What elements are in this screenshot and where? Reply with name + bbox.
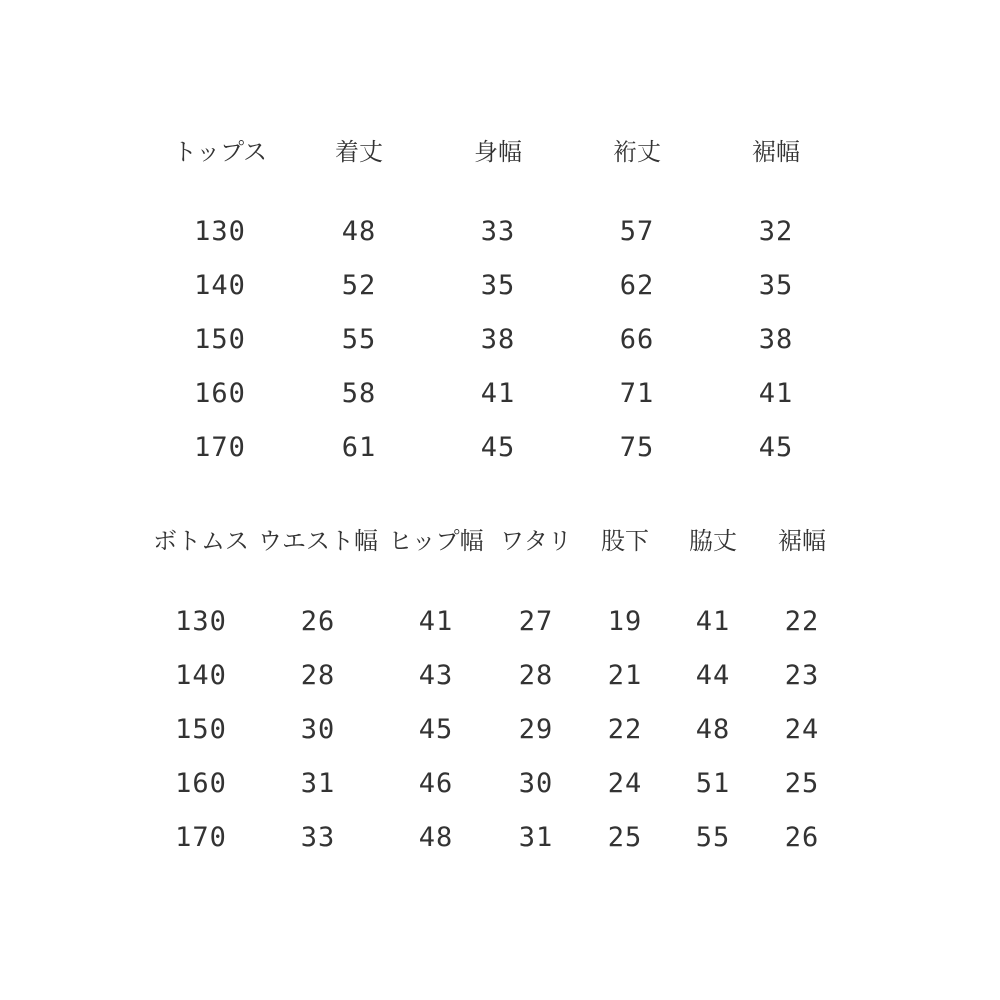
table-row — [0, 710, 1000, 750]
table-cell: 24 — [607, 768, 643, 799]
table-cell: 28 — [300, 660, 336, 691]
table-cell: 38 — [758, 324, 794, 355]
table-cell: 48 — [341, 216, 377, 247]
table-cell: 41 — [418, 606, 454, 637]
table-cell: 25 — [607, 822, 643, 853]
bottoms-header-waist: ウエスト幅 — [258, 527, 378, 555]
table-cell: 140 — [194, 270, 246, 301]
tops-header-size: トップス — [172, 138, 268, 166]
table-cell: 24 — [784, 714, 820, 745]
table-cell: 75 — [619, 432, 655, 463]
table-cell: 32 — [758, 216, 794, 247]
table-cell: 22 — [607, 714, 643, 745]
table-cell: 52 — [341, 270, 377, 301]
table-cell: 30 — [518, 768, 554, 799]
tops-header-hem: 裾幅 — [752, 138, 800, 166]
table-cell: 25 — [784, 768, 820, 799]
table-cell: 21 — [607, 660, 643, 691]
table-cell: 150 — [194, 324, 246, 355]
table-cell: 57 — [619, 216, 655, 247]
table-cell: 140 — [175, 660, 227, 691]
table-cell: 19 — [607, 606, 643, 637]
table-cell: 29 — [518, 714, 554, 745]
table-cell: 31 — [518, 822, 554, 853]
table-cell: 48 — [418, 822, 454, 853]
table-row — [0, 656, 1000, 696]
table-cell: 43 — [418, 660, 454, 691]
table-cell: 31 — [300, 768, 336, 799]
bottoms-header-row — [0, 521, 1000, 561]
table-cell: 58 — [341, 378, 377, 409]
table-cell: 45 — [418, 714, 454, 745]
table-cell: 48 — [695, 714, 731, 745]
tops-header-length: 着丈 — [335, 138, 383, 166]
table-cell: 55 — [695, 822, 731, 853]
table-cell: 130 — [175, 606, 227, 637]
table-cell: 55 — [341, 324, 377, 355]
table-cell: 46 — [418, 768, 454, 799]
bottoms-header-inseam: 股下 — [601, 527, 649, 555]
tops-header-width: 身幅 — [474, 138, 522, 166]
table-cell: 35 — [758, 270, 794, 301]
table-cell: 130 — [194, 216, 246, 247]
table-cell: 160 — [175, 768, 227, 799]
table-cell: 35 — [480, 270, 516, 301]
bottoms-header-outseam: 脇丈 — [689, 527, 737, 555]
table-cell: 62 — [619, 270, 655, 301]
table-row — [0, 428, 1000, 468]
table-cell: 61 — [341, 432, 377, 463]
table-cell: 28 — [518, 660, 554, 691]
table-cell: 27 — [518, 606, 554, 637]
table-row — [0, 602, 1000, 642]
bottoms-header-size: ボトムス — [153, 527, 249, 555]
table-cell: 30 — [300, 714, 336, 745]
table-cell: 160 — [194, 378, 246, 409]
bottoms-header-thigh: ワタリ — [500, 527, 572, 555]
table-cell: 44 — [695, 660, 731, 691]
table-row — [0, 374, 1000, 414]
table-cell: 150 — [175, 714, 227, 745]
table-cell: 26 — [784, 822, 820, 853]
table-cell: 38 — [480, 324, 516, 355]
table-cell: 45 — [480, 432, 516, 463]
table-cell: 170 — [175, 822, 227, 853]
table-cell: 22 — [784, 606, 820, 637]
table-cell: 33 — [480, 216, 516, 247]
table-cell: 23 — [784, 660, 820, 691]
table-cell: 26 — [300, 606, 336, 637]
table-row — [0, 764, 1000, 804]
table-cell: 45 — [758, 432, 794, 463]
table-cell: 51 — [695, 768, 731, 799]
table-cell: 41 — [480, 378, 516, 409]
table-row — [0, 266, 1000, 306]
table-cell: 33 — [300, 822, 336, 853]
tops-header-row — [0, 132, 1000, 172]
tops-header-sleeve: 裄丈 — [613, 138, 661, 166]
bottoms-header-hip: ヒップ幅 — [388, 527, 484, 555]
bottoms-header-hem: 裾幅 — [778, 527, 826, 555]
table-row — [0, 212, 1000, 252]
table-row — [0, 320, 1000, 360]
table-cell: 41 — [695, 606, 731, 637]
table-row — [0, 818, 1000, 858]
table-cell: 41 — [758, 378, 794, 409]
table-cell: 66 — [619, 324, 655, 355]
table-cell: 71 — [619, 378, 655, 409]
table-cell: 170 — [194, 432, 246, 463]
